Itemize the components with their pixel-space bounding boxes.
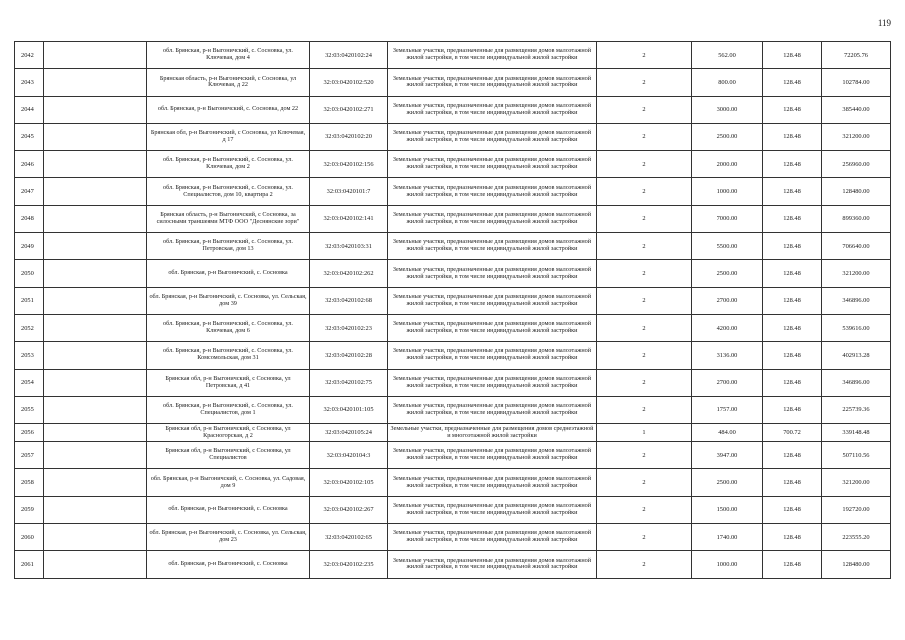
table-row <box>15 551 891 578</box>
page-number: 119 <box>877 18 891 28</box>
address-cell: обл. Брянская, р-н Выгоничский, с. Сосновка, дом 22 <box>147 96 310 123</box>
row-number-cell: 2044 <box>15 96 44 123</box>
group-code-cell: 2 <box>597 260 692 287</box>
table-row <box>15 69 891 96</box>
cadastral-number-cell: 32:03:0420101:105 <box>310 396 388 423</box>
cadastral-number-cell: 32:03:0420102:267 <box>310 496 388 523</box>
land-use-purpose-cell: Земельные участки, предназначенные для размещения домов малоэтажной жилой застройки, в том числе индивидуальной жилой застройки <box>388 396 597 423</box>
blank-cell <box>44 424 147 442</box>
group-code-cell: 2 <box>597 469 692 496</box>
address-cell: обл. Брянская, р-н Выгоничский, с. Сосновка, ул. Ключевая, дом 4 <box>147 42 310 69</box>
cadastral-number-cell: 32:03:0420101:7 <box>310 178 388 205</box>
cadastral-number-cell: 32:03:0420102:262 <box>310 260 388 287</box>
cadastral-value-cell: 706640.00 <box>822 233 891 260</box>
land-use-purpose-cell: Земельные участки, предназначенные для размещения домов малоэтажной жилой застройки, в том числе индивидуальной жилой застройки <box>388 96 597 123</box>
group-code-cell: 2 <box>597 496 692 523</box>
address-cell: обл. Брянская, р-н Выгоничский, с. Сосновка <box>147 551 310 578</box>
table-row <box>15 369 891 396</box>
land-use-purpose-cell: Земельные участки, предназначенные для размещения домов малоэтажной жилой застройки, в том числе индивидуальной жилой застройки <box>388 342 597 369</box>
group-code-cell: 2 <box>597 551 692 578</box>
area-cell: 3000.00 <box>692 96 763 123</box>
cadastral-value-cell: 225739.36 <box>822 396 891 423</box>
group-code-cell: 2 <box>597 42 692 69</box>
specific-value-cell: 128.48 <box>763 524 822 551</box>
table-row <box>15 287 891 314</box>
specific-value-cell: 128.48 <box>763 96 822 123</box>
cadastral-number-cell: 32:03:0420102:24 <box>310 42 388 69</box>
group-code-cell: 2 <box>597 369 692 396</box>
cadastral-number-cell: 32:03:0420102:23 <box>310 314 388 341</box>
blank-cell <box>44 205 147 232</box>
group-code-cell: 2 <box>597 233 692 260</box>
table-row <box>15 442 891 469</box>
cadastral-value-cell: 256960.00 <box>822 151 891 178</box>
group-code-cell: 2 <box>597 69 692 96</box>
blank-cell <box>44 396 147 423</box>
area-cell: 1000.00 <box>692 551 763 578</box>
blank-cell <box>44 260 147 287</box>
area-cell: 4200.00 <box>692 314 763 341</box>
row-number-cell: 2052 <box>15 314 44 341</box>
specific-value-cell: 128.48 <box>763 233 822 260</box>
cadastral-number-cell: 32:03:0420102:20 <box>310 123 388 150</box>
land-use-purpose-cell: Земельные участки, предназначенные для размещения домов малоэтажной жилой застройки, в том числе индивидуальной жилой застройки <box>388 205 597 232</box>
land-use-purpose-cell: Земельные участки, предназначенные для размещения домов малоэтажной жилой застройки, в том числе индивидуальной жилой застройки <box>388 551 597 578</box>
cadastral-number-cell: 32:03:0420102:235 <box>310 551 388 578</box>
cadastral-number-cell: 32:03:0420103:31 <box>310 233 388 260</box>
table-row <box>15 524 891 551</box>
cadastral-number-cell: 32:03:0420102:65 <box>310 524 388 551</box>
land-plot-table <box>14 41 891 579</box>
cadastral-value-cell: 385440.00 <box>822 96 891 123</box>
group-code-cell: 2 <box>597 205 692 232</box>
row-number-cell: 2053 <box>15 342 44 369</box>
blank-cell <box>44 233 147 260</box>
address-cell: обл. Брянская, р-н Выгоничский, с. Сосновка, ул. Сельская, дом 23 <box>147 524 310 551</box>
address-cell: обл. Брянская, р-н Выгоничский, с. Сосновка, ул. Садовая, дом 9 <box>147 469 310 496</box>
cadastral-number-cell: 32:03:0420102:28 <box>310 342 388 369</box>
cadastral-number-cell: 32:03:0420102:75 <box>310 369 388 396</box>
cadastral-number-cell: 32:03:0420102:105 <box>310 469 388 496</box>
area-cell: 3136.00 <box>692 342 763 369</box>
row-number-cell: 2048 <box>15 205 44 232</box>
row-number-cell: 2042 <box>15 42 44 69</box>
cadastral-number-cell: 32:03:0420102:520 <box>310 69 388 96</box>
land-use-purpose-cell: Земельные участки, предназначенные для размещения домов малоэтажной жилой застройки, в том числе индивидуальной жилой застройки <box>388 469 597 496</box>
area-cell: 3947.00 <box>692 442 763 469</box>
table-row <box>15 496 891 523</box>
row-number-cell: 2043 <box>15 69 44 96</box>
address-cell: Брянская область, р-н Выгоничский, с Сосновка, за силосными траншеями МТФ ООО "Деснянские зори" <box>147 205 310 232</box>
row-number-cell: 2058 <box>15 469 44 496</box>
table-body <box>15 42 891 579</box>
cadastral-value-cell: 346896.00 <box>822 287 891 314</box>
row-number-cell: 2056 <box>15 424 44 442</box>
specific-value-cell: 128.48 <box>763 469 822 496</box>
group-code-cell: 1 <box>597 424 692 442</box>
table-row <box>15 123 891 150</box>
row-number-cell: 2060 <box>15 524 44 551</box>
area-cell: 5500.00 <box>692 233 763 260</box>
blank-cell <box>44 524 147 551</box>
land-use-purpose-cell: Земельные участки, предназначенные для размещения домов малоэтажной жилой застройки, в том числе индивидуальной жилой застройки <box>388 442 597 469</box>
land-use-purpose-cell: Земельные участки, предназначенные для размещения домов среднеэтажной и многоэтажной жилой застройки <box>388 424 597 442</box>
address-cell: обл. Брянская, р-н Выгоничский, с. Сосновка, ул. Комсомольская, дом 31 <box>147 342 310 369</box>
row-number-cell: 2059 <box>15 496 44 523</box>
group-code-cell: 2 <box>597 151 692 178</box>
area-cell: 562.00 <box>692 42 763 69</box>
blank-cell <box>44 342 147 369</box>
area-cell: 2500.00 <box>692 469 763 496</box>
land-use-purpose-cell: Земельные участки, предназначенные для размещения домов малоэтажной жилой застройки, в том числе индивидуальной жилой застройки <box>388 123 597 150</box>
address-cell: Брянская обл, р-н Выгоничский, с Сосновка, ул Петровская, д 41 <box>147 369 310 396</box>
cadastral-value-cell: 192720.00 <box>822 496 891 523</box>
specific-value-cell: 128.48 <box>763 496 822 523</box>
blank-cell <box>44 96 147 123</box>
table-row <box>15 233 891 260</box>
address-cell: обл. Брянская, р-н Выгоничский, с. Сосновка, ул. Специалистов, дом 1 <box>147 396 310 423</box>
cadastral-number-cell: 32:03:0420105:24 <box>310 424 388 442</box>
cadastral-value-cell: 507110.56 <box>822 442 891 469</box>
table-row <box>15 396 891 423</box>
group-code-cell: 2 <box>597 314 692 341</box>
blank-cell <box>44 42 147 69</box>
specific-value-cell: 700.72 <box>763 424 822 442</box>
address-cell: Брянская область, р-н Выгоничский, с Сосновка, ул Ключевая, д 22 <box>147 69 310 96</box>
address-cell: обл. Брянская, р-н Выгоничский, с. Сосновка, ул. Специалистов, дом 10, квартира 2 <box>147 178 310 205</box>
address-cell: Брянская обл, р-н Выгоничский, с Сосновка, ул Красногорская, д 2 <box>147 424 310 442</box>
blank-cell <box>44 496 147 523</box>
area-cell: 2000.00 <box>692 151 763 178</box>
specific-value-cell: 128.48 <box>763 551 822 578</box>
table-row <box>15 96 891 123</box>
land-use-purpose-cell: Земельные участки, предназначенные для размещения домов малоэтажной жилой застройки, в том числе индивидуальной жилой застройки <box>388 151 597 178</box>
area-cell: 7000.00 <box>692 205 763 232</box>
cadastral-number-cell: 32:03:0420102:156 <box>310 151 388 178</box>
area-cell: 484.00 <box>692 424 763 442</box>
group-code-cell: 2 <box>597 123 692 150</box>
blank-cell <box>44 442 147 469</box>
group-code-cell: 2 <box>597 396 692 423</box>
cadastral-value-cell: 899360.00 <box>822 205 891 232</box>
cadastral-value-cell: 128480.00 <box>822 551 891 578</box>
land-use-purpose-cell: Земельные участки, предназначенные для размещения домов малоэтажной жилой застройки, в том числе индивидуальной жилой застройки <box>388 314 597 341</box>
cadastral-value-cell: 128480.00 <box>822 178 891 205</box>
specific-value-cell: 128.48 <box>763 369 822 396</box>
row-number-cell: 2055 <box>15 396 44 423</box>
land-use-purpose-cell: Земельные участки, предназначенные для размещения домов малоэтажной жилой застройки, в том числе индивидуальной жилой застройки <box>388 233 597 260</box>
row-number-cell: 2054 <box>15 369 44 396</box>
land-use-purpose-cell: Земельные участки, предназначенные для размещения домов малоэтажной жилой застройки, в том числе индивидуальной жилой застройки <box>388 69 597 96</box>
address-cell: обл. Брянская, р-н Выгоничский, с. Сосновка, ул. Ключевая, дом 6 <box>147 314 310 341</box>
specific-value-cell: 128.48 <box>763 342 822 369</box>
blank-cell <box>44 123 147 150</box>
land-use-purpose-cell: Земельные участки, предназначенные для размещения домов малоэтажной жилой застройки, в том числе индивидуальной жилой застройки <box>388 178 597 205</box>
land-use-purpose-cell: Земельные участки, предназначенные для размещения домов малоэтажной жилой застройки, в том числе индивидуальной жилой застройки <box>388 42 597 69</box>
area-cell: 2500.00 <box>692 123 763 150</box>
cadastral-value-cell: 339148.48 <box>822 424 891 442</box>
blank-cell <box>44 369 147 396</box>
specific-value-cell: 128.48 <box>763 260 822 287</box>
area-cell: 1757.00 <box>692 396 763 423</box>
specific-value-cell: 128.48 <box>763 396 822 423</box>
area-cell: 1740.00 <box>692 524 763 551</box>
land-use-purpose-cell: Земельные участки, предназначенные для размещения домов малоэтажной жилой застройки, в том числе индивидуальной жилой застройки <box>388 287 597 314</box>
land-use-purpose-cell: Земельные участки, предназначенные для размещения домов малоэтажной жилой застройки, в том числе индивидуальной жилой застройки <box>388 496 597 523</box>
row-number-cell: 2046 <box>15 151 44 178</box>
area-cell: 1000.00 <box>692 178 763 205</box>
group-code-cell: 2 <box>597 342 692 369</box>
address-cell: Брянская обл, р-н Выгоничский, с Сосновка, ул Ключевая, д 17 <box>147 123 310 150</box>
area-cell: 2700.00 <box>692 287 763 314</box>
cadastral-number-cell: 32:03:0420102:141 <box>310 205 388 232</box>
cadastral-number-cell: 32:03:0420104:3 <box>310 442 388 469</box>
table-row <box>15 178 891 205</box>
cadastral-number-cell: 32:03:0420102:68 <box>310 287 388 314</box>
address-cell: обл. Брянская, р-н Выгоничский, с. Сосновка, ул. Сельская, дом 39 <box>147 287 310 314</box>
specific-value-cell: 128.48 <box>763 151 822 178</box>
group-code-cell: 2 <box>597 524 692 551</box>
blank-cell <box>44 287 147 314</box>
row-number-cell: 2057 <box>15 442 44 469</box>
cadastral-number-cell: 32:03:0420102:271 <box>310 96 388 123</box>
cadastral-value-cell: 223555.20 <box>822 524 891 551</box>
blank-cell <box>44 551 147 578</box>
table-row <box>15 205 891 232</box>
table-row <box>15 260 891 287</box>
land-use-purpose-cell: Земельные участки, предназначенные для размещения домов малоэтажной жилой застройки, в том числе индивидуальной жилой застройки <box>388 369 597 396</box>
group-code-cell: 2 <box>597 96 692 123</box>
cadastral-value-cell: 321200.00 <box>822 123 891 150</box>
address-cell: обл. Брянская, р-н Выгоничский, с. Сосновка <box>147 260 310 287</box>
address-cell: Брянская обл, р-н Выгоничский, с Сосновка, ул Специалистов <box>147 442 310 469</box>
blank-cell <box>44 69 147 96</box>
group-code-cell: 2 <box>597 178 692 205</box>
blank-cell <box>44 151 147 178</box>
specific-value-cell: 128.48 <box>763 69 822 96</box>
specific-value-cell: 128.48 <box>763 287 822 314</box>
cadastral-value-cell: 321200.00 <box>822 260 891 287</box>
table-row <box>15 424 891 442</box>
row-number-cell: 2049 <box>15 233 44 260</box>
cadastral-value-cell: 539616.00 <box>822 314 891 341</box>
specific-value-cell: 128.48 <box>763 123 822 150</box>
table-row <box>15 314 891 341</box>
row-number-cell: 2045 <box>15 123 44 150</box>
table-row <box>15 42 891 69</box>
cadastral-value-cell: 102784.00 <box>822 69 891 96</box>
land-use-purpose-cell: Земельные участки, предназначенные для размещения домов малоэтажной жилой застройки, в том числе индивидуальной жилой застройки <box>388 260 597 287</box>
row-number-cell: 2047 <box>15 178 44 205</box>
specific-value-cell: 128.48 <box>763 314 822 341</box>
blank-cell <box>44 469 147 496</box>
address-cell: обл. Брянская, р-н Выгоничский, с. Сосновка, ул. Ключевая, дом 2 <box>147 151 310 178</box>
table-row <box>15 151 891 178</box>
specific-value-cell: 128.48 <box>763 205 822 232</box>
row-number-cell: 2061 <box>15 551 44 578</box>
area-cell: 2500.00 <box>692 260 763 287</box>
table-row <box>15 469 891 496</box>
specific-value-cell: 128.48 <box>763 178 822 205</box>
specific-value-cell: 128.48 <box>763 442 822 469</box>
group-code-cell: 2 <box>597 442 692 469</box>
blank-cell <box>44 314 147 341</box>
table-row <box>15 342 891 369</box>
cadastral-value-cell: 72205.76 <box>822 42 891 69</box>
land-use-purpose-cell: Земельные участки, предназначенные для размещения домов малоэтажной жилой застройки, в том числе индивидуальной жилой застройки <box>388 524 597 551</box>
row-number-cell: 2050 <box>15 260 44 287</box>
group-code-cell: 2 <box>597 287 692 314</box>
specific-value-cell: 128.48 <box>763 42 822 69</box>
cadastral-value-cell: 346896.00 <box>822 369 891 396</box>
cadastral-value-cell: 402913.28 <box>822 342 891 369</box>
area-cell: 800.00 <box>692 69 763 96</box>
address-cell: обл. Брянская, р-н Выгоничский, с. Сосновка, ул. Петровская, дом 13 <box>147 233 310 260</box>
area-cell: 1500.00 <box>692 496 763 523</box>
blank-cell <box>44 178 147 205</box>
area-cell: 2700.00 <box>692 369 763 396</box>
address-cell: обл. Брянская, р-н Выгоничский, с. Сосновка <box>147 496 310 523</box>
row-number-cell: 2051 <box>15 287 44 314</box>
cadastral-value-cell: 321200.00 <box>822 469 891 496</box>
